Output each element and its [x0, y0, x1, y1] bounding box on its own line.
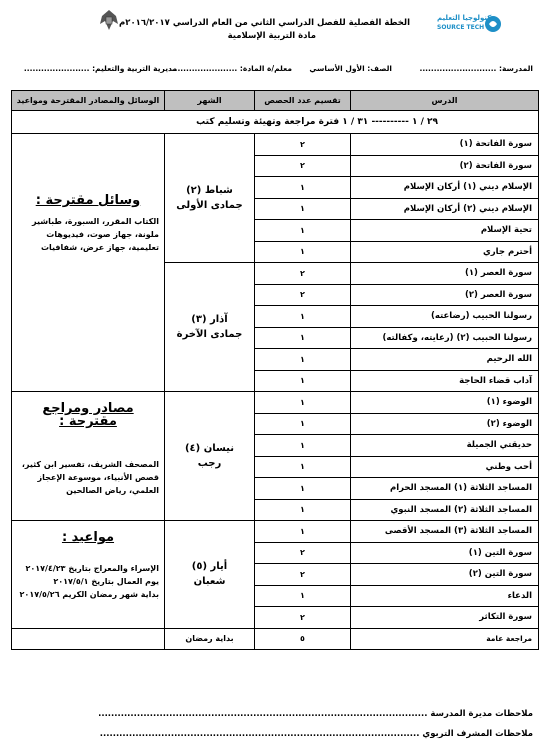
month-cell: [165, 521, 255, 629]
teacher-field: معلم/ة المادة: .......................: [171, 64, 292, 73]
col-resources: الوسائل والمصادر المقترحة ومواعيد: [12, 91, 165, 111]
periods-cell: ٢: [255, 134, 351, 156]
appointment-3: بداية شهر رمضان الكريم ٢٠١٧/٥/٢٦: [19, 590, 159, 599]
director-notes: ملاحظات مديرة المدرسة ......................................................................................................: [98, 709, 533, 719]
periods-cell: ٢: [255, 155, 351, 177]
lesson-cell: الوضوء (١): [351, 392, 539, 414]
lesson-cell: رسولنا الحبيب (٢) (رعايته، وكفالته): [351, 327, 539, 349]
month-greg: نيسان (٤): [184, 443, 235, 454]
month-hijri: جمادى الأولى: [176, 200, 243, 211]
lesson-cell: رسولنا الحبيب (رضاعته): [351, 306, 539, 328]
appointment-1: الإسراء والمعراج بتاريخ ٢٠١٧/٤/٢٣: [25, 564, 159, 573]
lesson-cell: المساجد الثلاثة (٣) المسجد الأقصى: [351, 521, 539, 543]
periods-cell: ٢: [255, 284, 351, 306]
lesson-cell: سورة التكاثر: [351, 607, 539, 629]
periods-cell: ١: [255, 478, 351, 500]
month-cell: [165, 263, 255, 392]
resources-title: مصادر ومراجع مقترحة :: [42, 401, 134, 429]
col-month: الشهر: [165, 91, 255, 111]
table-row: [12, 134, 539, 156]
lesson-cell: آداب قضاء الحاجة: [351, 370, 539, 392]
periods-cell: ١: [255, 306, 351, 328]
resources-cell: [12, 134, 165, 392]
lesson-cell: الدعاء: [351, 585, 539, 607]
lesson-cell: أحترم جاري: [351, 241, 539, 263]
logo-arabic: تكنولوجيا التعليم: [437, 14, 494, 22]
supervisor-notes: ملاحظات المشرف التربوي ...................................................................................................: [99, 729, 533, 739]
lesson-cell: تحية الإسلام: [351, 220, 539, 242]
directorate-field: مديرية التربية والتعليم: .......................: [23, 64, 177, 73]
plan-title: الخطة الفصلية للفصل الدراسي الثاني من العام الدراسي ٢٠١٦/٢٠١٧م: [119, 18, 410, 28]
periods-cell: ١: [255, 220, 351, 242]
month-hijri: جمادى الآخرة: [176, 329, 243, 340]
table-row: [12, 521, 539, 543]
resources-text: المصحف الشريف، تفسير ابن كثير، قصص الأنبياء، موسوعة الإعجاز العلمي، رياض الصالحين: [21, 460, 159, 495]
grade-field: الصف: الأول الأساسي: [309, 64, 392, 73]
periods-cell: ١: [255, 435, 351, 457]
month-cell: [165, 392, 255, 521]
school-field: المدرسة: ...........................: [419, 64, 533, 73]
periods-cell: ٢: [255, 564, 351, 586]
review-row: [12, 111, 539, 134]
periods-cell: ١: [255, 241, 351, 263]
month-hijri: شعبان: [193, 576, 226, 588]
periods-cell: ١: [255, 392, 351, 414]
logo-english: SOURCE TECH: [437, 24, 485, 31]
lesson-cell: سورة التين (١): [351, 542, 539, 564]
source-tech-logo: [437, 14, 501, 34]
periods-cell: ٢: [255, 542, 351, 564]
col-periods: تقسيم عدد الحصص: [255, 91, 351, 111]
periods-cell: ٥: [255, 628, 351, 650]
lesson-cell: المساجد الثلاثة (٢) المسجد النبوي: [351, 499, 539, 521]
lesson-cell: سورة العصر (٢): [351, 284, 539, 306]
periods-cell: ١: [255, 327, 351, 349]
col-lesson: الدرس: [351, 91, 539, 111]
periods-cell: ١: [255, 198, 351, 220]
periods-cell: ٢: [255, 607, 351, 629]
resources-cell: [12, 392, 165, 521]
month-greg: شباط (٢): [186, 185, 233, 196]
periods-cell: ١: [255, 456, 351, 478]
month-cell: [165, 134, 255, 263]
resources-cell: [12, 521, 165, 629]
table-row: [12, 392, 539, 414]
plan-table: [11, 90, 539, 650]
periods-cell: ١: [255, 585, 351, 607]
periods-cell: ٢: [255, 263, 351, 285]
table-header-row: [12, 91, 539, 111]
lesson-cell: المساجد الثلاثة (١) المسجد الحرام: [351, 478, 539, 500]
periods-cell: ١: [255, 413, 351, 435]
resources-title: وسائل مقترحة :: [35, 193, 141, 208]
review-cell: ٢٩ / ١ ---------- ٣١ / ١ فترة مراجعة وتهيئة وتسليم كتب: [12, 111, 539, 134]
lesson-cell: الإسلام ديني (٢) أركان الإسلام: [351, 198, 539, 220]
lesson-cell: مراجعة عامة: [351, 628, 539, 650]
subject-title: مادة التربية الإسلامية: [227, 31, 316, 41]
periods-cell: ١: [255, 521, 351, 543]
resources-cell: [12, 628, 165, 650]
periods-cell: ١: [255, 370, 351, 392]
lesson-cell: حديقتي الجميلة: [351, 435, 539, 457]
lesson-cell: سورة الفاتحة (١): [351, 134, 539, 156]
month-hijri: رجب: [197, 458, 222, 469]
lesson-cell: أحب وطني: [351, 456, 539, 478]
lesson-cell: سورة التين (٢): [351, 564, 539, 586]
lesson-cell: الوضوء (٢): [351, 413, 539, 435]
lesson-cell: سورة الفاتحة (٢): [351, 155, 539, 177]
final-row: [12, 628, 539, 650]
periods-cell: ١: [255, 499, 351, 521]
month-greg: أيار (٥): [191, 561, 228, 573]
month-greg: آذار (٣): [191, 314, 228, 325]
periods-cell: ١: [255, 177, 351, 199]
lesson-cell: الإسلام ديني (١) أركان الإسلام: [351, 177, 539, 199]
periods-cell: ١: [255, 349, 351, 371]
palestine-emblem: [98, 8, 120, 34]
resources-title: مواعيد :: [61, 530, 115, 545]
resources-text: الكتاب المقرر، السبورة، طباشير ملونة، جهاز صوت، فيديوهات تعليمية، جهاز عرض، شفافيات: [32, 217, 159, 252]
lesson-cell: الله الرحيم: [351, 349, 539, 371]
appointment-2: يوم العمال بتاريخ ٢٠١٧/٥/١: [53, 577, 159, 586]
month-cell: بداية رمضان: [165, 628, 255, 650]
lesson-cell: سورة العصر (١): [351, 263, 539, 285]
